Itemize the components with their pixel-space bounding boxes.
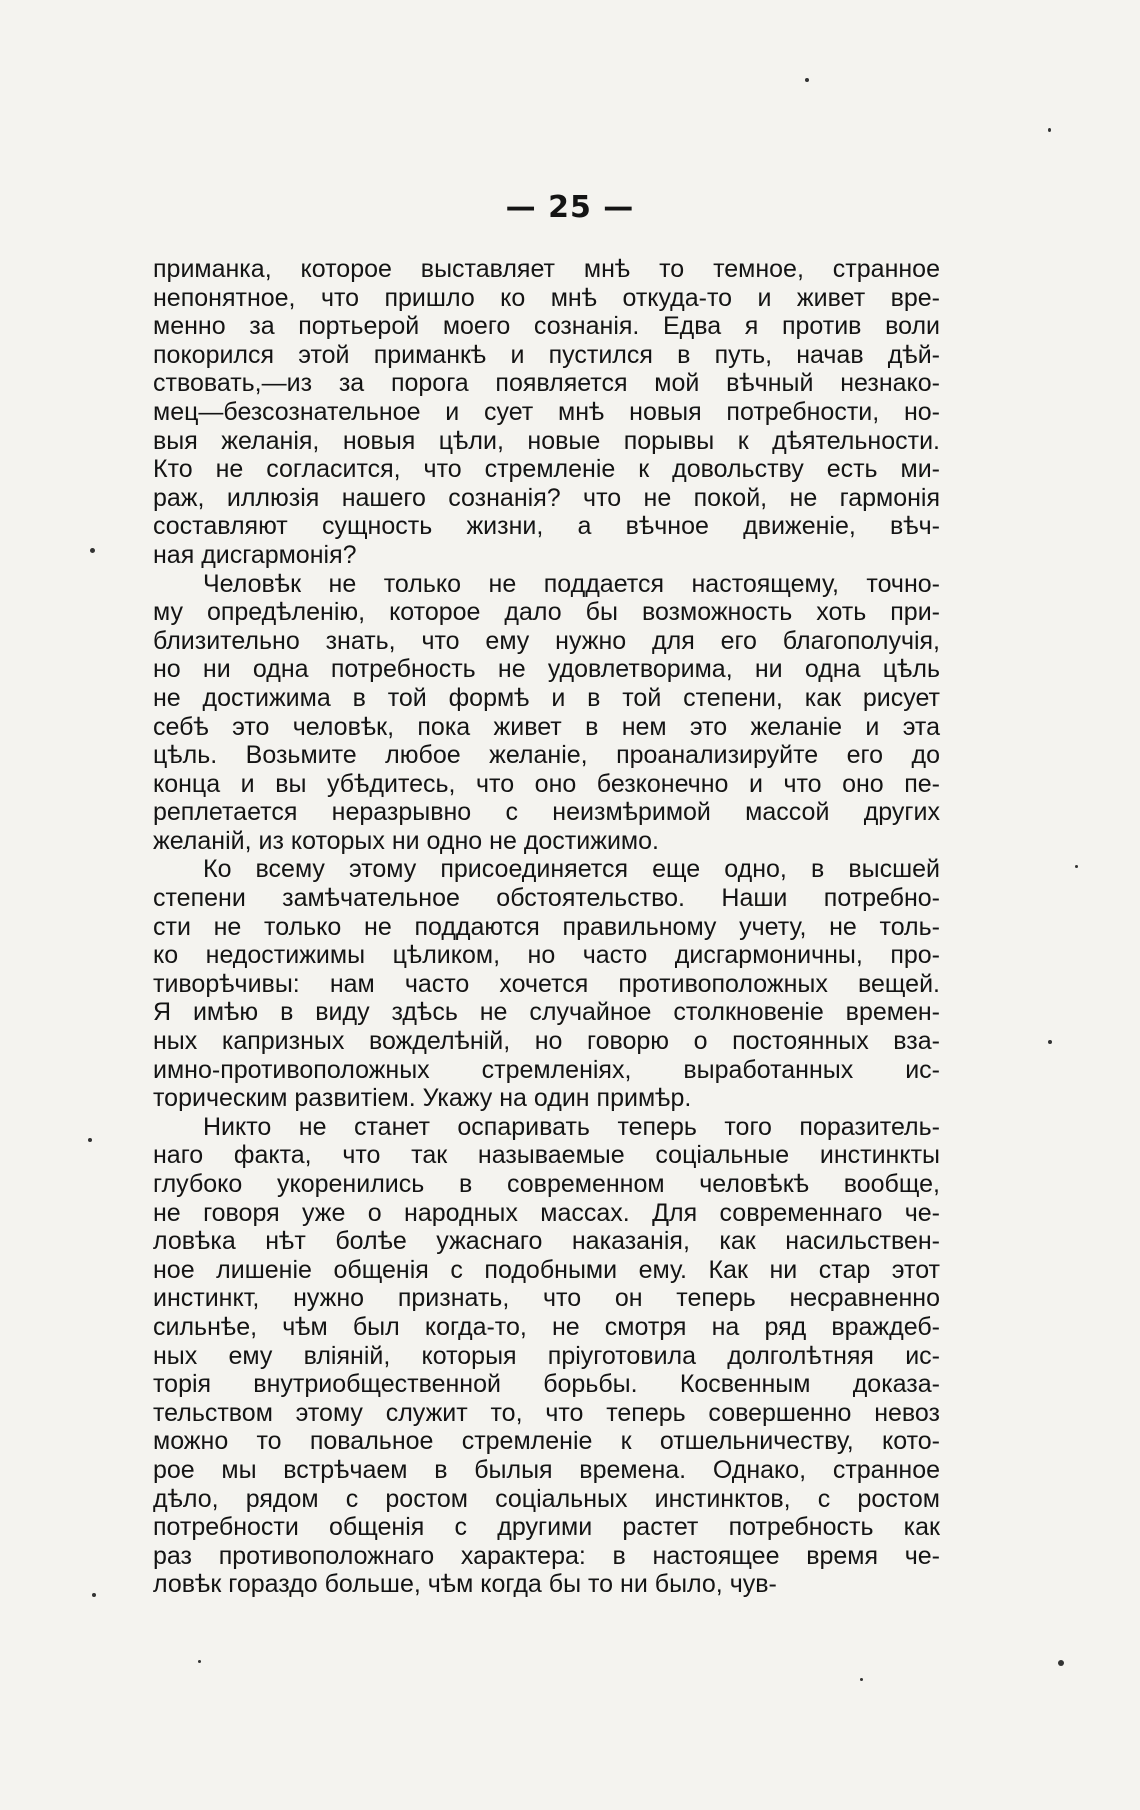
scan-speck [860,1678,863,1681]
text-line: дѣло, рядом с ростом соціальных инстинктов, с ростом [153,1484,940,1513]
scan-speck [92,1593,96,1597]
text-line: торическим развитіем. Укажу на один примѣр. [153,1084,692,1113]
text-line: мец—безсознательное и сует мнѣ новыя потребности, но- [153,397,940,426]
text-line: реплетается неразрывно с неизмѣримой массой других [153,798,940,827]
text-line: торія внутриобщественной борьбы. Косвенным доказа- [153,1370,940,1399]
text-line: ное лишеніе общенія с подобными ему. Как ни стар этот [153,1255,940,1284]
text-line: не говоря уже о народных массах. Для современнаго че- [153,1198,940,1227]
text-line: непонятное, что пришло ко мнѣ откуда-то и живет вре- [153,283,940,312]
text-line: ловѣк гораздо больше, чѣм когда бы то ни было, чув- [153,1570,777,1599]
text-line: му опредѣленію, которое дало бы возможность хоть при- [153,598,940,627]
scan-speck [805,78,809,82]
text-line: ствовать,—из за порога появляется мой вѣчный незнако- [153,369,940,398]
text-line: Кто не согласится, что стремленіе к довольству есть ми- [153,455,940,484]
text-line: ная дисгармонія? [153,540,357,569]
text-line: ных капризных вожделѣній, но говорю о постоянных вза- [153,1027,940,1056]
scan-speck [90,548,95,553]
text-line: приманка, которое выставляет мнѣ то темное, странное [153,255,940,283]
text-line: желаній, из которых ни одно не достижимо. [153,826,659,855]
text-line: себѣ это человѣк, пока живет в нем это желаніе и эта [153,712,940,741]
scan-speck [198,1660,201,1663]
text-line: близительно знать, что ему нужно для его благополучія, [153,626,940,655]
text-line: составляют сущность жизни, а вѣчное движеніе, вѣч- [153,512,940,541]
text-line: ных ему вліяній, которыя пріуготовила долголѣтняя ис- [153,1341,940,1370]
text-line: покорился этой приманкѣ и пустился в путь, начав дѣй- [153,340,940,369]
text-line: Ко всему этому присоединяется еще одно, в высшей [203,855,940,884]
text-line: сти не только не поддаются правильному учету, не толь- [153,912,940,941]
text-line: рое мы встрѣчаем в былыя времена. Однако, странное [153,1455,940,1484]
text-line: тиворѣчивы: нам часто хочется противоположных вещей. [153,969,940,998]
scan-speck [1058,1660,1064,1666]
page-number: — 25 — [505,190,635,225]
scan-speck [88,1138,92,1142]
text-line: ловѣка нѣт болѣе ужаснаго наказанія, как насильствен- [153,1227,940,1256]
text-line: можно то повальное стремленіе к отшельничеству, кото- [153,1427,940,1456]
text-line: потребности общенія с другими растет потребность как [153,1513,940,1542]
text-line: Никто не станет оспаривать теперь того поразитель- [203,1112,940,1141]
text-line: но ни одна потребность не удовлетворима, ни одна цѣль [153,655,940,684]
text-line: ко недостижимы цѣликом, но часто дисгармоничны, про- [153,941,940,970]
paragraph [153,855,940,1112]
text-line: наго факта, что так называемые соціальные инстинкты [153,1141,940,1170]
text-line: сильнѣе, чѣм был когда-то, не смотря на ряд враждеб- [153,1312,940,1341]
text-line: раж, иллюзія нашего сознанія? что не покой, не гармонія [153,483,940,512]
text-line: тельством этому служит то, что теперь совершенно невоз [153,1398,940,1427]
text-line: не достижима в той формѣ и в той степени, как рисует [153,683,940,712]
text-line: раз противоположнаго характера: в настоящее время че- [153,1541,940,1570]
text-line: степени замѣчательное обстоятельство. Наши потребно- [153,884,940,913]
paragraph [153,570,940,856]
text-line: конца и вы убѣдитесь, что оно безконечно и что оно пе- [153,769,940,798]
text-line: Человѣк не только не поддается настоящему, точно- [203,569,940,598]
scan-speck [1048,128,1051,132]
scan-speck [1048,1040,1052,1044]
text-line: имно-противоположных стремленіях, выработанных ис- [153,1055,940,1084]
text-line: выя желанія, новыя цѣли, новые порывы к дѣятельности. [153,426,940,455]
scan-speck [1075,865,1078,868]
text-line: цѣль. Возьмите любое желаніе, проанализируйте его до [153,741,940,770]
text-line: глубоко укоренились в современном человѣкѣ вообще, [153,1170,940,1198]
text-line: Я имѣю в виду здѣсь не случайное столкновеніе времен- [153,998,940,1027]
text-line: инстинкт, нужно признать, что он теперь несравненно [153,1284,940,1313]
paragraph [153,1113,940,1599]
body-text [153,255,940,1599]
paragraph [153,255,940,570]
text-line: менно за портьерой моего сознанія. Едва я против воли [153,312,940,341]
